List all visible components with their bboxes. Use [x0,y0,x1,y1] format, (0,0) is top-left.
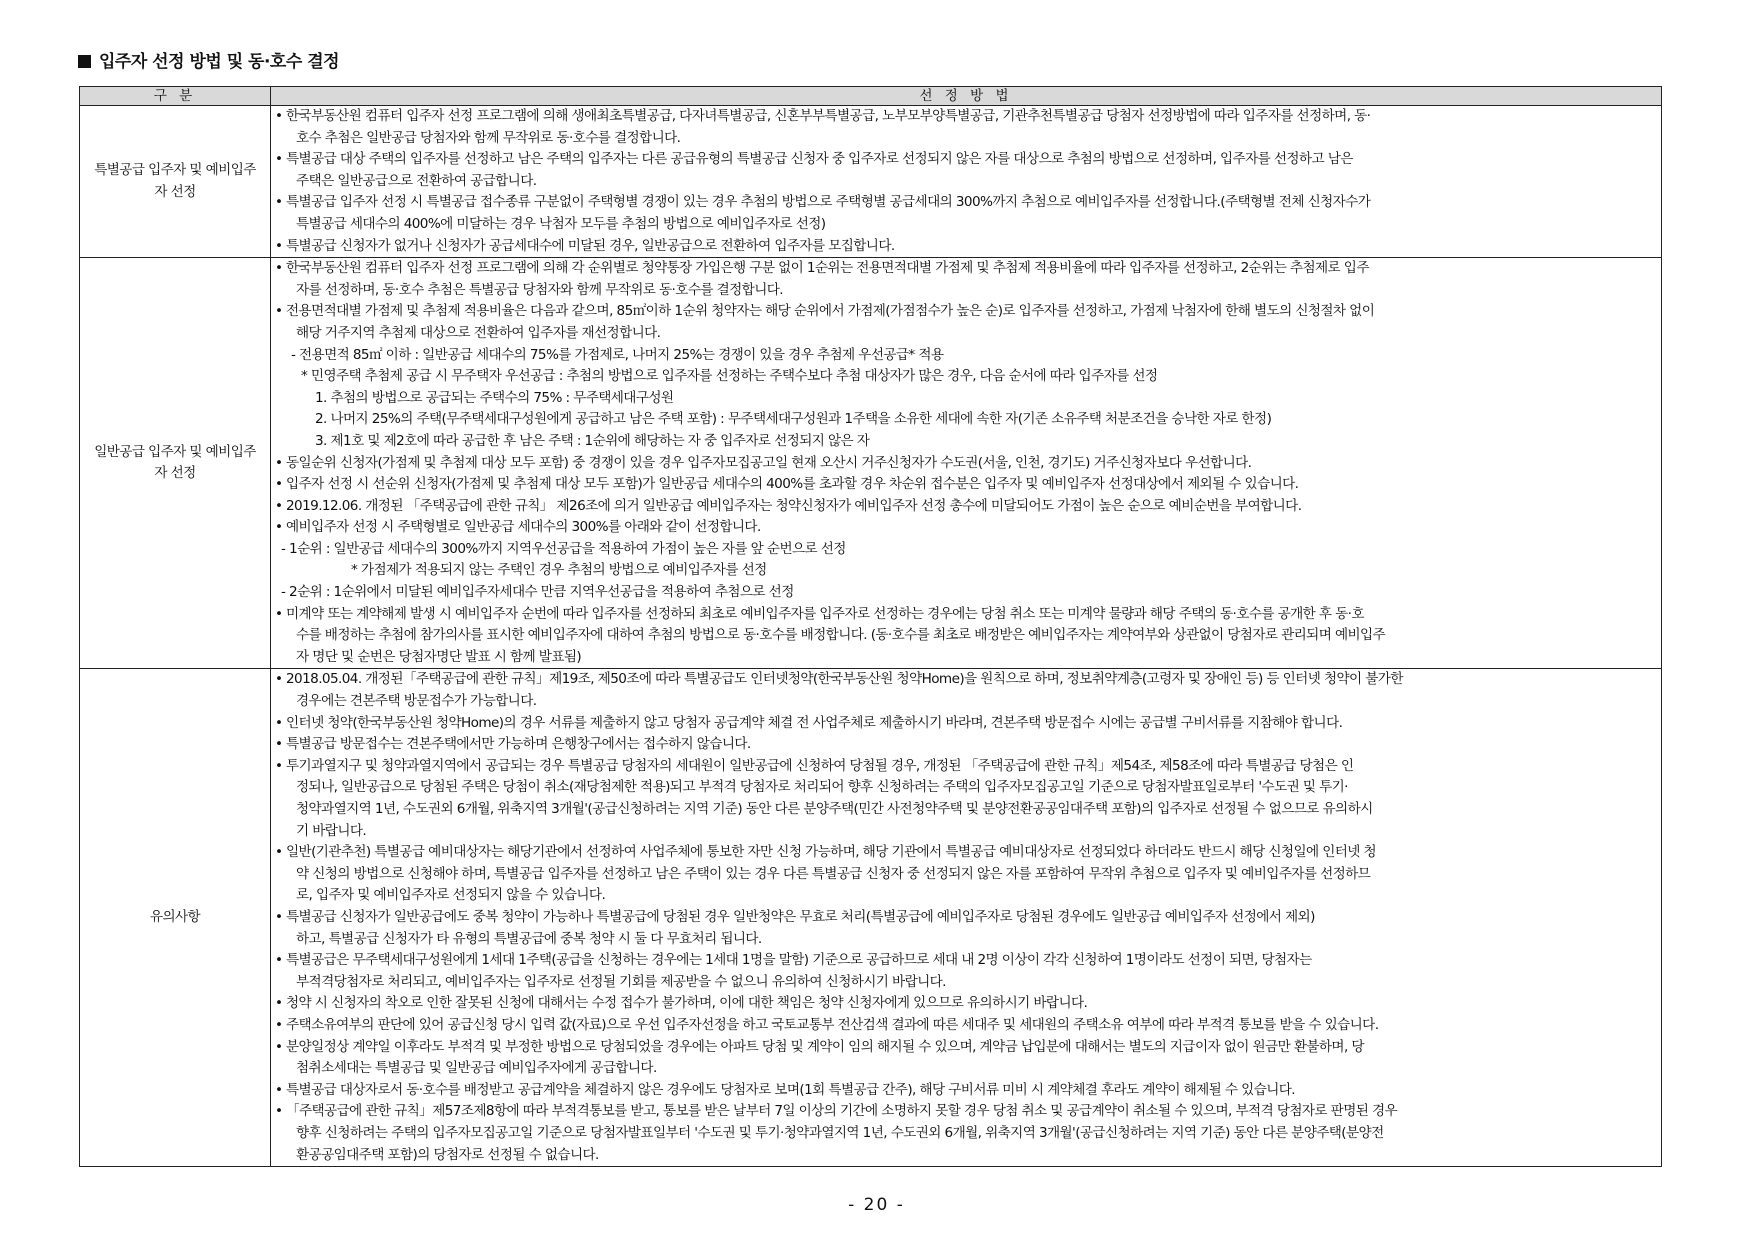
bullet-line: • 입주자 선정 시 선순위 신청자(가점제 및 추첨제 대상 모두 포함)가 일반공급 세대수의 400%를 초과할 경우 차순위 접수분은 입주자 및 예비입주자 선정대상에서 제외될 수 있습니다. [277,474,1655,496]
bullet-line: • 특별공급 방문접수는 견본주택에서만 가능하며 은행창구에서는 접수하지 않습니다. [277,734,1655,756]
text-line: 환공공임대주택 포함)의 당첨자로 선정될 수 없습니다. [296,1146,599,1163]
bullet-line: • 주택소유여부의 판단에 있어 공급신청 당시 입력 값(자료)으로 우선 입주자선정을 하고 국토교통부 전산검색 결과에 따른 세대주 및 세대원의 주택소유 여부에 따라 부적격 통보를 받을 수 있습니다. [277,1015,1655,1037]
bullet-line: • 투기과열지구 및 청약과열지역에서 공급되는 경우 특별공급 당첨자의 세대원이 일반공급에 신청하여 당첨될 경우, 개정된 「주택공급에 관한 규칙」제54조, 제58조에 따라 특별공급 당첨은 인 [277,756,1655,778]
col-header-method: 선 정 방 법 [271,87,1662,106]
text-line: 기 바랍니다. [296,822,367,839]
text-line: 1. 추첨의 방법으로 공급되는 주택수의 75% : 무주택세대구성원 [315,389,674,406]
table-row [80,258,1662,669]
text-line: 주택은 일반공급으로 전환하여 공급합니다. [296,172,537,189]
bullet-line: • 예비입주자 선정 시 주택형별로 일반공급 세대수의 300%를 아래와 같이 선정합니다. [277,517,1655,539]
page-number: - 20 - [848,1195,905,1215]
bullet-line: • 2018.05.04. 개정된「주택공급에 관한 규칙」제19조, 제50조에 따라 특별공급도 인터넷청약(한국부동산원 청약Home)을 원칙으로 하며, 정보취약계층(고령자 및 장애인 등) 등 인터넷 청약이 불가한 [277,669,1655,691]
bullet-line: • 동일순위 신청자(가점제 및 추첨제 대상 모두 포함) 중 경쟁이 있을 경우 입주자모집공고일 현재 오산시 거주신청자가 수도권(서울, 인천, 경기도) 거주신청자보다 우선합니다. [277,453,1655,475]
text-line: - 2순위 : 1순위에서 미달된 예비입주자세대수 만큼 지역우선공급을 적용하여 추첨으로 선정 [281,584,794,601]
text-line: - 1순위 : 일반공급 세대수의 300%까지 지역우선공급을 적용하여 가점이 높은 자를 앞 순번으로 선정 [281,540,846,557]
text-line: 청약과열지역 1년, 수도권외 6개월, 위축지역 3개월'(공급신청하려는 지역 기준) 동안 다른 분양주택(민간 사전청약주택 및 분양전환공공임대주택 포함)의 입주자로 선정될 수 없으므로 유의하시 [296,801,1373,817]
bullet-line: • 특별공급 신청자가 일반공급에도 중복 청약이 가능하나 특별공급에 당첨된 경우 일반청약은 무효로 처리(특별공급에 예비입주자로 당첨된 경우에도 일반공급 예비입주자 선정에서 제외) [277,907,1655,929]
row-method-cell [271,106,1662,258]
text-line: 호수 추첨은 일반공급 당첨자와 함께 무작위로 동·호수를 결정합니다. [296,129,681,146]
row-category: 특별공급 입주자 및 예비입주자 선정 [80,106,271,258]
text-line: - 전용면적 85㎡ 이하 : 일반공급 세대수의 75%를 가점제로, 나머지 25%는 경쟁이 있을 경우 추첨제 우선공급* 적용 [291,346,944,363]
bullet-line: • 미계약 또는 계약해제 발생 시 예비입주자 순번에 따라 입주자를 선정하되 최초로 예비입주자를 입주자로 선정하는 경우에는 당첨 취소 또는 미계약 물량과 해당 주택의 동·호수를 공개한 후 동·호 [277,604,1655,626]
bullet-line: • 특별공급 입주자 선정 시 특별공급 접수종류 구분없이 주택형별 경쟁이 있는 경우 추첨의 방법으로 주택형별 공급세대의 300%까지 추첨으로 예비입주자를 선정합니다.(주택형별 전체 신청자수가 [277,192,1655,214]
text-line: 해당 거주지역 추첨제 대상으로 전환하여 입주자를 재선정합니다. [296,324,661,341]
bullet-line: • 특별공급은 무주택세대구성원에게 1세대 1주택(공급을 신청하는 경우에는 1세대 1명을 말함) 기준으로 공급하므로 세대 내 2명 이상이 각각 신청하여 1명이라도 선정이 되면, 당첨자는 [277,950,1655,972]
text-line: * 민영주택 추첨제 공급 시 무주택자 우선공급 : 추첨의 방법으로 입주자를 선정하는 주택수보다 추첨 대상자가 많은 경우, 다음 순서에 따라 입주자를 선정 [301,368,1158,385]
text-line: 경우에는 견본주택 방문접수가 가능합니다. [296,693,537,710]
bullet-line: • 청약 시 신청자의 착오로 인한 잘못된 신청에 대해서는 수정 접수가 불가하며, 이에 대한 책임은 청약 신청자에게 있으므로 유의하시기 바랍니다. [277,993,1655,1015]
section-heading-text: 입주자 선정 방법 및 동·호수 결정 [99,52,340,72]
table-row [80,106,1662,258]
square-bullet-icon [78,55,91,68]
col-header-category: 구 분 [80,87,271,106]
text-line: 로, 입주자 및 예비입주자로 선정되지 않을 수 있습니다. [296,887,606,904]
row-method-cell [271,258,1662,669]
text-line: 자 명단 및 순번은 당첨자명단 발표 시 함께 발표됨) [296,648,582,665]
selection-method-table [79,86,1662,1167]
bullet-line: • 2019.12.06. 개정된 「주택공급에 관한 규칙」 제26조에 의거 일반공급 예비입주자는 청약신청자가 예비입주자 선정 총수에 미달되어도 가점이 높은 순으로 예비순번을 부여합니다. [277,496,1655,518]
text-line: 2. 나머지 25%의 주택(무주택세대구성원에게 공급하고 남은 주택 포함) : 무주택세대구성원과 1주택을 소유한 세대에 속한 자(기존 소유주택 처분조건을 승낙한 자로 한정) [315,411,1272,428]
row-category: 유의사항 [80,669,271,1167]
bullet-line: • 특별공급 대상자로서 동·호수를 배정받고 공급계약을 체결하지 않은 경우에도 당첨자로 보며(1회 특별공급 간주), 해당 구비서류 미비 시 계약체결 후라도 계약이 해제될 수 있습니다. [277,1080,1655,1102]
bullet-line: • 특별공급 신청자가 없거나 신청자가 공급세대수에 미달된 경우, 일반공급으로 전환하여 입주자를 모집합니다. [277,236,1655,258]
row-method-cell [271,669,1662,1167]
table-row [80,669,1662,1167]
text-line: 첨취소세대는 특별공급 및 일반공급 예비입주자에게 공급합니다. [296,1060,657,1077]
bullet-line: • 한국부동산원 컴퓨터 입주자 선정 프로그램에 의해 생애최초특별공급, 다자녀특별공급, 신혼부부특별공급, 노부모부양특별공급, 기관추천특별공급 당첨자 선정방법에 따라 입주자를 선정하며, 동· [277,106,1655,128]
section-heading [78,47,339,72]
text-line: * 가점제가 적용되지 않는 주택인 경우 추첨의 방법으로 예비입주자를 선정 [351,562,767,579]
text-line: 향후 신청하려는 주택의 입주자모집공고일 기준으로 당첨자발표일부터 '수도권 및 투기·청약과열지역 1년, 수도권외 6개월, 위축지역 3개월'(공급신청하려는 지역 기준) 동안 다른 분양주택(분양전 [296,1124,1384,1141]
text-line: 3. 제1호 및 제2호에 따라 공급한 후 남은 주택 : 1순위에 해당하는 자 중 입주자로 선정되지 않은 자 [315,432,870,449]
bullet-line: • 일반(기관추천) 특별공급 예비대상자는 해당기관에서 선정하여 사업주체에 통보한 자만 신청 가능하며, 해당 기관에서 특별공급 예비대상자로 선정되었다 하더라도 반드시 해당 신청일에 인터넷 청 [277,842,1655,864]
bullet-line: • 특별공급 대상 주택의 입주자를 선정하고 남은 주택의 입주자는 다른 공급유형의 특별공급 신청자 중 입주자로 선정되지 않은 자를 대상으로 추첨의 방법으로 선정하며, 입주자를 선정하고 남은 [277,149,1655,171]
text-line: 약 신청의 방법으로 신청해야 하며, 특별공급 입주자를 선정하고 남은 주택이 있는 경우 다른 특별공급 신청자 중 선정되지 않은 자를 포함하여 무작위 추첨으로 입주자 및 예비입주자를 선정하므 [296,865,1371,882]
text-line: 정되나, 일반공급으로 당첨된 주택은 당첨이 취소(재당첨제한 적용)되고 부적격 당첨자로 처리되어 향후 신청하려는 주택의 입주자모집공고일 기준으로 당첨자발표일로부터 '수도권 및 투기· [296,779,1348,796]
text-line: 수를 배정하는 추첨에 참가의사를 표시한 예비입주자에 대하여 추첨의 방법으로 동·호수를 배정합니다. (동·호수를 최초로 배정받은 예비입주자는 계약여부와 상관없이 당첨자로 관리되며 예비입주 [296,627,1386,644]
bullet-line: • 분양일정상 계약일 이후라도 부적격 및 부정한 방법으로 당첨되었을 경우에는 아파트 당첨 및 계약이 임의 해지될 수 있으며, 계약금 납입분에 대해서는 별도의 지급이자 없이 원금만 환불하며, 당 [277,1037,1655,1059]
bullet-line: • 전용면적대별 가점제 및 추첨제 적용비율은 다음과 같으며, 85㎡이하 1순위 청약자는 해당 순위에서 가점제(가점점수가 높은 순)로 입주자를 선정하고, 가점제 낙첨자에 한해 별도의 신청절차 없이 [277,301,1655,323]
bullet-line: • 「주택공급에 관한 규칙」제57조제8항에 따라 부적격통보를 받고, 통보를 받은 날부터 7일 이상의 기간에 소명하지 못할 경우 당첨 취소 및 공급계약이 취소될 수 있으며, 부적격 당첨자로 판명된 경우 [277,1101,1655,1123]
text-line: 자를 선정하며, 동·호수 추첨은 특별공급 당첨자와 함께 무작위로 동·호수를 결정합니다. [296,281,783,298]
bullet-line: • 인터넷 청약(한국부동산원 청약Home)의 경우 서류를 제출하지 않고 당첨자 공급계약 체결 전 사업주체로 제출하시기 바라며, 견본주택 방문접수 시에는 공급별 구비서류를 지참해야 합니다. [277,713,1655,735]
row-category: 일반공급 입주자 및 예비입주자 선정 [80,258,271,669]
text-line: 하고, 특별공급 신청자가 타 유형의 특별공급에 중복 청약 시 둘 다 무효처리 됩니다. [296,930,762,947]
bullet-line: • 한국부동산원 컴퓨터 입주자 선정 프로그램에 의해 각 순위별로 청약통장 가입은행 구분 없이 1순위는 전용면적대별 가점제 및 추첨제 적용비율에 따라 입주자를 선정하고, 2순위는 추첨제로 입주 [277,258,1655,280]
text-line: 특별공급 세대수의 400%에 미달하는 경우 낙첨자 모두를 추첨의 방법으로 예비입주자로 선정) [296,215,826,232]
text-line: 부적격당첨자로 처리되고, 예비입주자는 입주자로 선정될 기회를 제공받을 수 없으니 유의하여 신청하시기 바랍니다. [296,973,946,990]
